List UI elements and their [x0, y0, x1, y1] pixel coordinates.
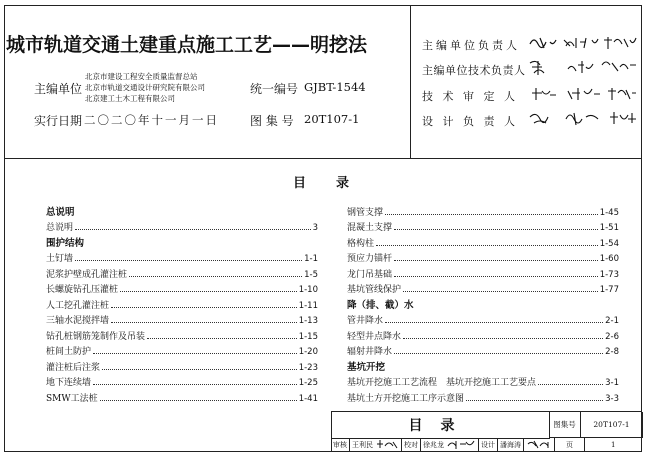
toc-entry-text: 长螺旋钻孔压灌桩: [46, 285, 119, 295]
toc-section-heading: [347, 295, 619, 311]
toc-right-column: [347, 202, 619, 404]
toc-entry: [46, 295, 318, 311]
chief-unit-3: 北京建工土木工程有限公司: [85, 94, 175, 103]
date-value: 二〇二〇年十一月一日: [84, 113, 219, 127]
toc-entry-text: 混凝土支撑: [347, 223, 393, 233]
toc-entry-page: 3-3: [605, 393, 619, 404]
signature-row-4: [528, 109, 640, 129]
toc-entry-page: 1-10: [298, 285, 318, 295]
serial-value: GJBT-1544: [304, 80, 366, 94]
toc-entry-text: 桩间土防护: [46, 347, 92, 357]
toc-entry-text: 总说明: [46, 206, 75, 218]
design-signature-icon: [526, 438, 552, 450]
resp-chief-unit-head: 主编单位负责人: [422, 39, 520, 52]
check-label: 校对: [404, 441, 418, 449]
toc-entry-page: 1-5: [304, 269, 318, 280]
toc-entry: [347, 264, 619, 280]
toc-entry-page: 1-15: [298, 331, 318, 342]
toc-entry-page: 2-1: [605, 316, 619, 326]
toc-entry-page: 1-54: [599, 238, 619, 249]
toc-entry: [347, 202, 619, 218]
toc-entry-text: 基坑开挖施工工艺流程 基坑开挖施工工艺要点: [347, 378, 537, 388]
resp-design-head: 设 计 负 责 人: [422, 115, 518, 128]
toc-entry: [46, 280, 318, 296]
chief-units: [85, 71, 205, 104]
toc-leader-dots: [385, 213, 598, 215]
chief-unit-2: 北京市轨道交通设计研究院有限公司: [85, 83, 205, 92]
toc-left-column: [46, 202, 318, 404]
serial-label: 统一编号: [250, 82, 299, 96]
toc-entry-page: 1-41: [298, 393, 318, 404]
check-signature-icon: [446, 438, 476, 450]
toc-entry-page: 1-20: [298, 347, 318, 357]
toc-leader-dots: [466, 399, 603, 401]
toc-entry-page: 3-1: [605, 378, 619, 388]
toc-leader-dots: [394, 259, 598, 261]
toc-leader-dots: [376, 244, 598, 246]
toc-entry: [46, 326, 318, 342]
toc-entry-text: 预应力锚杆: [347, 254, 393, 264]
toc-leader-dots: [385, 321, 603, 323]
toc-entry: [347, 326, 619, 342]
toc-leader-dots: [394, 228, 598, 230]
chief-unit-1: 北京市建设工程安全质量监督总站: [85, 72, 198, 81]
title-block: [331, 411, 642, 452]
toc-entry-text: 灌注桩后注浆: [46, 362, 101, 373]
toc-entry-text: 地下连续墙: [46, 378, 92, 388]
toc-entry-page: 3: [312, 223, 318, 233]
toc-entry-text: 格构柱: [347, 238, 375, 249]
toc-section-heading: [347, 357, 619, 373]
design-signature: [525, 438, 553, 452]
resp-tech-reviewer: 技 术 审 定 人: [422, 90, 518, 103]
toc-entry-text: 土钉墙: [46, 254, 74, 264]
review-signature: [374, 438, 400, 452]
toc-entry-text: 三轴水泥搅拌墙: [46, 316, 110, 326]
toc-entry: [347, 342, 619, 358]
toc-leader-dots: [394, 275, 598, 277]
toc-entry-text: 围护结构: [46, 237, 85, 249]
toc-entry-page: 1-23: [298, 362, 318, 373]
toc-entry-page: 1-51: [599, 223, 619, 233]
toc-entry: [347, 280, 619, 296]
toc-leader-dots: [394, 352, 603, 354]
design-label: 设计: [481, 441, 495, 449]
toc-entry-page: 2-8: [605, 347, 619, 357]
chief-unit-label: 主编单位: [34, 82, 83, 96]
toc-leader-dots: [93, 383, 297, 385]
toc-entry: [347, 373, 619, 389]
toc-entry-text: 钻孔桩钢筋笼制作及吊装: [46, 331, 146, 342]
toc-leader-dots: [102, 368, 297, 370]
title-block-atlas-value: 20T107-1: [581, 412, 643, 438]
toc-section-heading: [46, 202, 318, 218]
toc-entry: [46, 264, 318, 280]
toc-leader-dots: [129, 275, 302, 277]
toc-leader-dots: [538, 383, 603, 385]
toc-entry: [46, 311, 318, 327]
toc-entry-text: SMW工法桩: [46, 393, 98, 404]
atlas-label: 图 集 号: [250, 114, 294, 128]
toc-entry-page: 1-11: [298, 300, 318, 311]
header-horizontal-divider: [5, 158, 641, 159]
document-title: 城市轨道交通土建重点施工工艺——明挖法: [6, 34, 368, 56]
toc-entry-text: 辐射井降水: [347, 347, 393, 357]
toc-entry-page: 2-6: [605, 331, 619, 342]
toc-entry-text: 降（排、截）水: [347, 299, 414, 311]
toc-heading: 目录: [293, 176, 380, 191]
title-block-sign-row: [332, 438, 642, 452]
toc-entry-text: 管井降水: [347, 316, 384, 326]
toc-entry: [46, 388, 318, 404]
toc-entry: [347, 233, 619, 249]
signature-row-2: [528, 57, 640, 79]
toc-entry: [347, 311, 619, 327]
page-value: 1: [611, 441, 616, 449]
toc-entry-page: 1-45: [599, 207, 619, 218]
check-name: 徐兆龙: [423, 441, 444, 449]
toc-leader-dots: [75, 228, 311, 230]
toc-entry-text: 基坑管线保护: [347, 285, 402, 295]
signature-row-1: [528, 34, 640, 52]
title-block-atlas-label: 图集号: [549, 412, 581, 438]
atlas-value: 20T107-1: [304, 112, 360, 126]
review-name: 王利民: [352, 441, 373, 449]
check-signature: [445, 438, 477, 452]
toc-entry-text: 基坑开挖: [347, 361, 386, 373]
toc-entry-page: 1-1: [304, 254, 318, 264]
toc-entry-page: 1-25: [298, 378, 318, 388]
toc-leader-dots: [100, 399, 297, 401]
toc-entry-text: 钢管支撑: [347, 207, 384, 218]
design-name: 潘海涛: [500, 441, 521, 449]
toc-section-heading: [46, 233, 318, 249]
toc-leader-dots: [147, 337, 297, 339]
toc-entry: [46, 342, 318, 358]
toc-leader-dots: [93, 352, 297, 354]
review-label: 审核: [333, 441, 347, 449]
toc-entry-text: 轻型井点降水: [347, 331, 402, 342]
toc-entry-text: 龙门吊基础: [347, 269, 393, 280]
toc-entry-page: 1-73: [599, 269, 619, 280]
title-block-title: 目录: [332, 412, 550, 439]
review-signature-icon: [375, 438, 399, 450]
toc-entry-text: 泥浆护壁成孔灌注桩: [46, 269, 128, 280]
toc-leader-dots: [403, 290, 598, 292]
toc-entry: [46, 373, 318, 389]
toc-entry-page: 1-60: [599, 254, 619, 264]
toc-entry: [347, 218, 619, 234]
toc-entry: [46, 249, 318, 265]
header-vertical-divider: [410, 6, 411, 158]
resp-chief-unit-tech-head: 主编单位技术负责人: [422, 64, 526, 77]
toc-leader-dots: [403, 337, 603, 339]
toc-entry-page: 1-77: [599, 285, 619, 295]
toc-entry: [347, 249, 619, 265]
page-label: 页: [566, 441, 573, 449]
toc-leader-dots: [75, 259, 302, 261]
toc-entry: [46, 218, 318, 234]
signature-row-3: [528, 85, 640, 103]
toc-entry-text: 人工挖孔灌注桩: [46, 300, 110, 311]
toc-entry: [347, 388, 619, 404]
toc-entry: [46, 357, 318, 373]
date-label: 实行日期: [34, 114, 83, 128]
toc-leader-dots: [111, 321, 297, 323]
toc-entry-text: 基坑土方开挖施工工序示意图: [347, 393, 465, 404]
toc-leader-dots: [120, 290, 297, 292]
toc-entry-text: 总说明: [46, 223, 74, 233]
toc-entry-page: 1-13: [298, 316, 318, 326]
toc-leader-dots: [111, 306, 297, 308]
